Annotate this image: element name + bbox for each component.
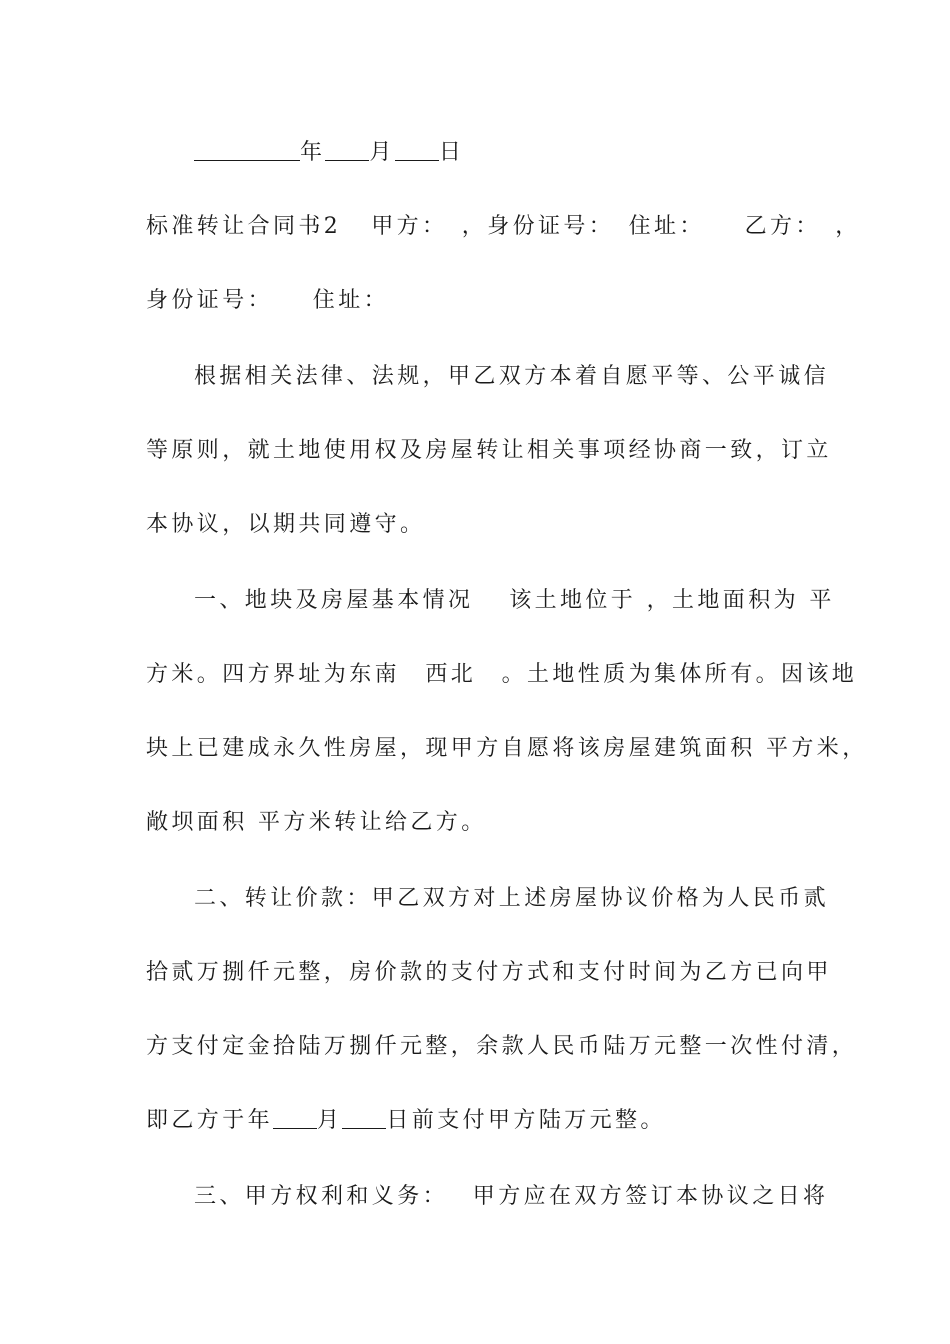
payment-day-blank <box>342 1106 386 1129</box>
year-label: 年 <box>300 140 326 165</box>
payment-month-blank <box>273 1106 317 1129</box>
day-label: 日 <box>438 140 465 165</box>
year-blank <box>194 138 300 161</box>
paragraph-line: 二、转让价款：甲乙双方对上述房屋协议价格为人民币贰 <box>194 886 830 911</box>
paragraph-line: 拾贰万捌仟元整，房价款的支付方式和支付时间为乙方已向甲 <box>146 960 832 985</box>
paragraph-line: 一、地块及房屋基本情况 该土地位于 ，土地面积为 平 <box>194 588 835 613</box>
paragraph-line: 敞坝面积 平方米转让给乙方。 <box>146 810 487 835</box>
payment-month-label: 月 <box>317 1108 343 1133</box>
day-blank <box>395 138 439 161</box>
paragraph-line: 本协议，以期共同遵守。 <box>146 512 426 537</box>
payment-prefix: 即乙方于年 <box>146 1108 274 1133</box>
payment-line <box>146 1106 816 1136</box>
month-label: 月 <box>369 140 395 165</box>
contract-title: 标准转让合同书2 <box>146 214 342 239</box>
paragraph-line: 方米。四方界址为东南 西北 。土地性质为集体所有。因该地 <box>146 662 858 687</box>
paragraph-line: 块上已建成永久性房屋，现甲方自愿将该房屋建筑面积 平方米， <box>146 736 868 761</box>
party-info: 甲方： ，身份证号： 住址： 乙方： ， <box>371 214 861 239</box>
title-line <box>146 212 861 242</box>
paragraph-line: 等原则，就土地使用权及房屋转让相关事项经协商一致，订立 <box>146 438 832 463</box>
month-blank <box>325 138 369 161</box>
paragraph-line: 方支付定金拾陆万捌仟元整，余款人民币陆万元整一次性付清， <box>146 1034 858 1059</box>
paragraph-line: 三、甲方权利和义务： 甲方应在双方签订本协议之日将 <box>194 1184 829 1209</box>
paragraph-line: 根据相关法律、法规，甲乙双方本着自愿平等、公平诚信 <box>194 364 830 389</box>
id-address-line: 身份证号： 住址： <box>146 288 390 313</box>
payment-suffix: 日前支付甲方陆万元整。 <box>386 1108 666 1133</box>
date-line <box>194 138 864 168</box>
